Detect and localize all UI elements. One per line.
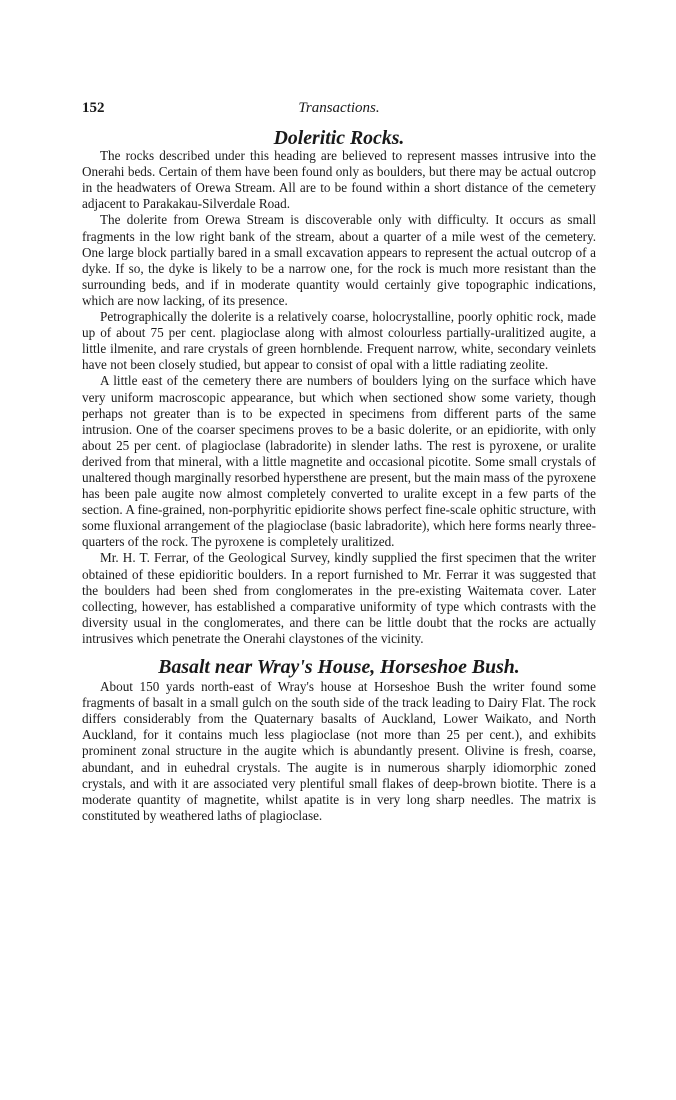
section-title-doleritic-rocks: Doleritic Rocks. [273,127,405,149]
running-head: Transactions. [298,100,380,116]
paragraph: About 150 yards north-east of Wray's house at Horseshoe Bush the writer found some fragments of basalt in a small gulch on the south side of the track leading to Dairy Flat. The rock differs considerably from the Quaternary basalts of Auckland, Lower Waikato, and North Auckland, for it contains much less plagioclase (not more than 25 per cent.), and exhibits prominent zonal structure in the augite which is abundantly present. Olivine is fresh, coarse, abundant, and in euhedral crystals. The augite is in numerous sharply idiomorphic zoned crystals, and with it are associated very plentiful small flakes of deep-brown biotite. There is a moderate quantity of magnetite, whilst apatite is in very long sharp needles. The matrix is constituted by weathered laths of plagioclase. [82,679,596,823]
section-title-basalt-horseshoe-bush: Basalt near Wray's House, Horseshoe Bush. [158,656,520,678]
paragraph: Petrographically the dolerite is a relatively coarse, holocrystalline, poorly ophitic rock, made up of about 75 per cent. plagioclase along with almost colourless partially-uralitized augite, a little ilmenite, and rare crystals of green hornblende. Frequent narrow, white, secondary veinlets have not been closely studied, but appear to consist of opal with a little radiating zeolite. [82,309,596,373]
paragraph: Mr. H. T. Ferrar, of the Geological Survey, kindly supplied the first specimen that the writer obtained of these epidioritic boulders. In a report furnished to Mr. Ferrar it was suggested that the boulders had been shed from conglomerates in the pre-existing Waitemata cover. Later collecting, however, has established a comparative uniformity of type which contrasts with the diversity usual in the conglomerates, and there can be little doubt that the rocks are actually intrusives which penetrate the Onerahi claystones of the vicinity. [82,550,596,646]
paragraph: A little east of the cemetery there are numbers of boulders lying on the surface which have very uniform macroscopic appearance, but which when sectioned show some variety, though perhaps not greater than is to be expected in specimens from different parts of the same intrusion. One of the coarser specimens proves to be a basic dolerite, or an epidiorite, with only about 25 per cent. of plagioclase (labradorite) in slender laths. The rest is pyroxene, or uralite derived from that mineral, with a little magnetite and occasional picotite. Some small crystals of unaltered though marginally resorbed hypersthene are present, but the main mass of the pyroxene has been pale augite now almost completely converted to uralite except in a few parts of the section. A fine-grained, non-porphyritic epidiorite shows perfect fine-scale ophitic structure, with some fluxional arrangement of the plagioclase (basic labradorite), which here forms nearly three-quarters of the rock. The pyroxene is completely uralitized. [82,373,596,550]
paragraph: The dolerite from Orewa Stream is discoverable only with difficulty. It occurs as small fragments in the low right bank of the stream, about a quarter of a mile west of the cemetery. One large block partially bared in a small excavation appears to represent the actual outcrop of a dyke. If so, the dyke is likely to be a narrow one, for the rock is much more resistant than the surrounding beds, and if in moderate quantity would certainly give topographic indications, which are now lacking, of its presence. [82,212,596,308]
page-header [82,100,596,122]
page-number: 152 [82,100,105,116]
document-body [82,127,596,824]
paragraph: The rocks described under this heading are believed to represent masses intrusive into the Onerahi beds. Certain of them have been found only as boulders, but there may be actual outcrop in the headwaters of Orewa Stream. All are to be found within a short distance of the cemetery adjacent to Parakakau-Silverdale Road. [82,148,596,212]
